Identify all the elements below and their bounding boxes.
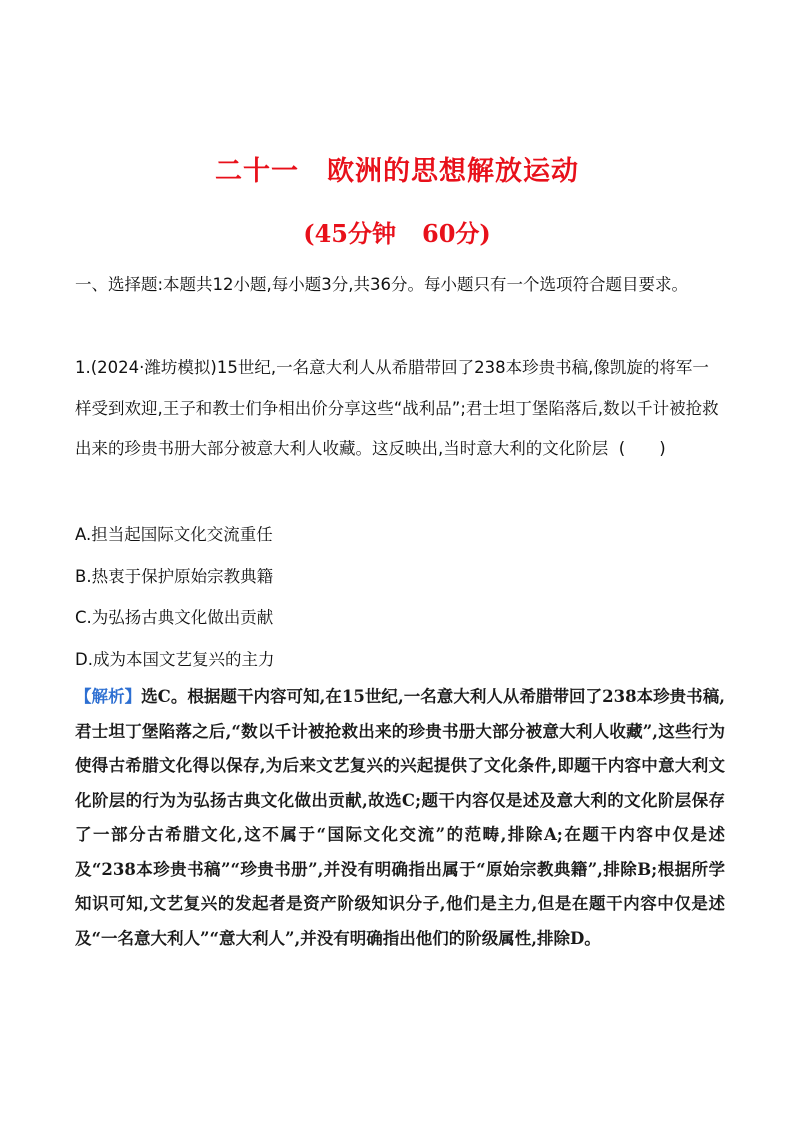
subtitle-time-value: (45 bbox=[303, 219, 348, 248]
option-c: C.为弘扬古典文化做出贡献 bbox=[75, 608, 274, 627]
option-b: B.热衷于保护原始宗教典籍 bbox=[75, 566, 274, 586]
option-list bbox=[75, 514, 725, 680]
question-stem bbox=[75, 348, 725, 470]
answer-paren-open: ( bbox=[618, 439, 626, 458]
title-number: 二十一 bbox=[215, 156, 299, 187]
analysis-tag: 【解析】 bbox=[75, 687, 142, 706]
page-subtitle bbox=[0, 216, 794, 252]
option-a: A.担当起国际文化交流重任 bbox=[75, 525, 273, 544]
option-d: D.成为本国文艺复兴的主力 bbox=[75, 649, 275, 669]
analysis-block bbox=[75, 680, 725, 956]
analysis-text: 选C。根据题干内容可知,在15世纪,一名意大利人从希腊带回了238本珍贵书稿,君士坦丁堡陷落之后,“数以千计被抢救出来的珍贵书册大部分被意大利人收藏”,这些行为使得古希腊文化得以保存,为后来文艺复兴的兴起提供了文化条件,即题干内容中意大利文化阶层的行为为弘扬古典文化做出贡献,故选C;题干内容仅是述及意大利的文化阶层保存了一部分古希腊文化,这不属于“国际文化交流”的范畴,排除A;在题干内容中仅是述及“238本珍贵书稿”“珍贵书册”,并没有明确指出属于“原始宗教典籍”,排除B;根据所学知识可知,文艺复兴的发起者是资产阶级知识分子,他们是主力,但是在题干内容中仅是述及“一名意大利人”“意大利人”,并没有明确指出他们的阶级属性,排除D。 bbox=[75, 687, 725, 948]
answer-paren-close: ) bbox=[659, 439, 666, 458]
subtitle-score-value: 60 bbox=[422, 219, 456, 248]
section-instructions: 一、选择题:本题共12小题,每小题3分,共36分。每小题只有一个选项符合题目要求。 bbox=[75, 275, 689, 294]
question-stem-text: 1.(2024·潍坊模拟)15世纪,一名意大利人从希腊带回了238本珍贵书稿,像凯旋的将军一样受到欢迎,王子和教士们争相出价分享这些“战利品”;君士坦丁堡陷落后,数以千计被抢救出来的珍贵书册大部分被意大利人收藏。这反映出,当时意大利的文化阶层 bbox=[75, 358, 719, 458]
title-text: 欧洲的思想解放运动 bbox=[327, 156, 579, 187]
subtitle-time-unit: 分钟 bbox=[348, 219, 396, 248]
subtitle-score-unit: 分) bbox=[455, 219, 491, 248]
page-title bbox=[0, 152, 794, 192]
